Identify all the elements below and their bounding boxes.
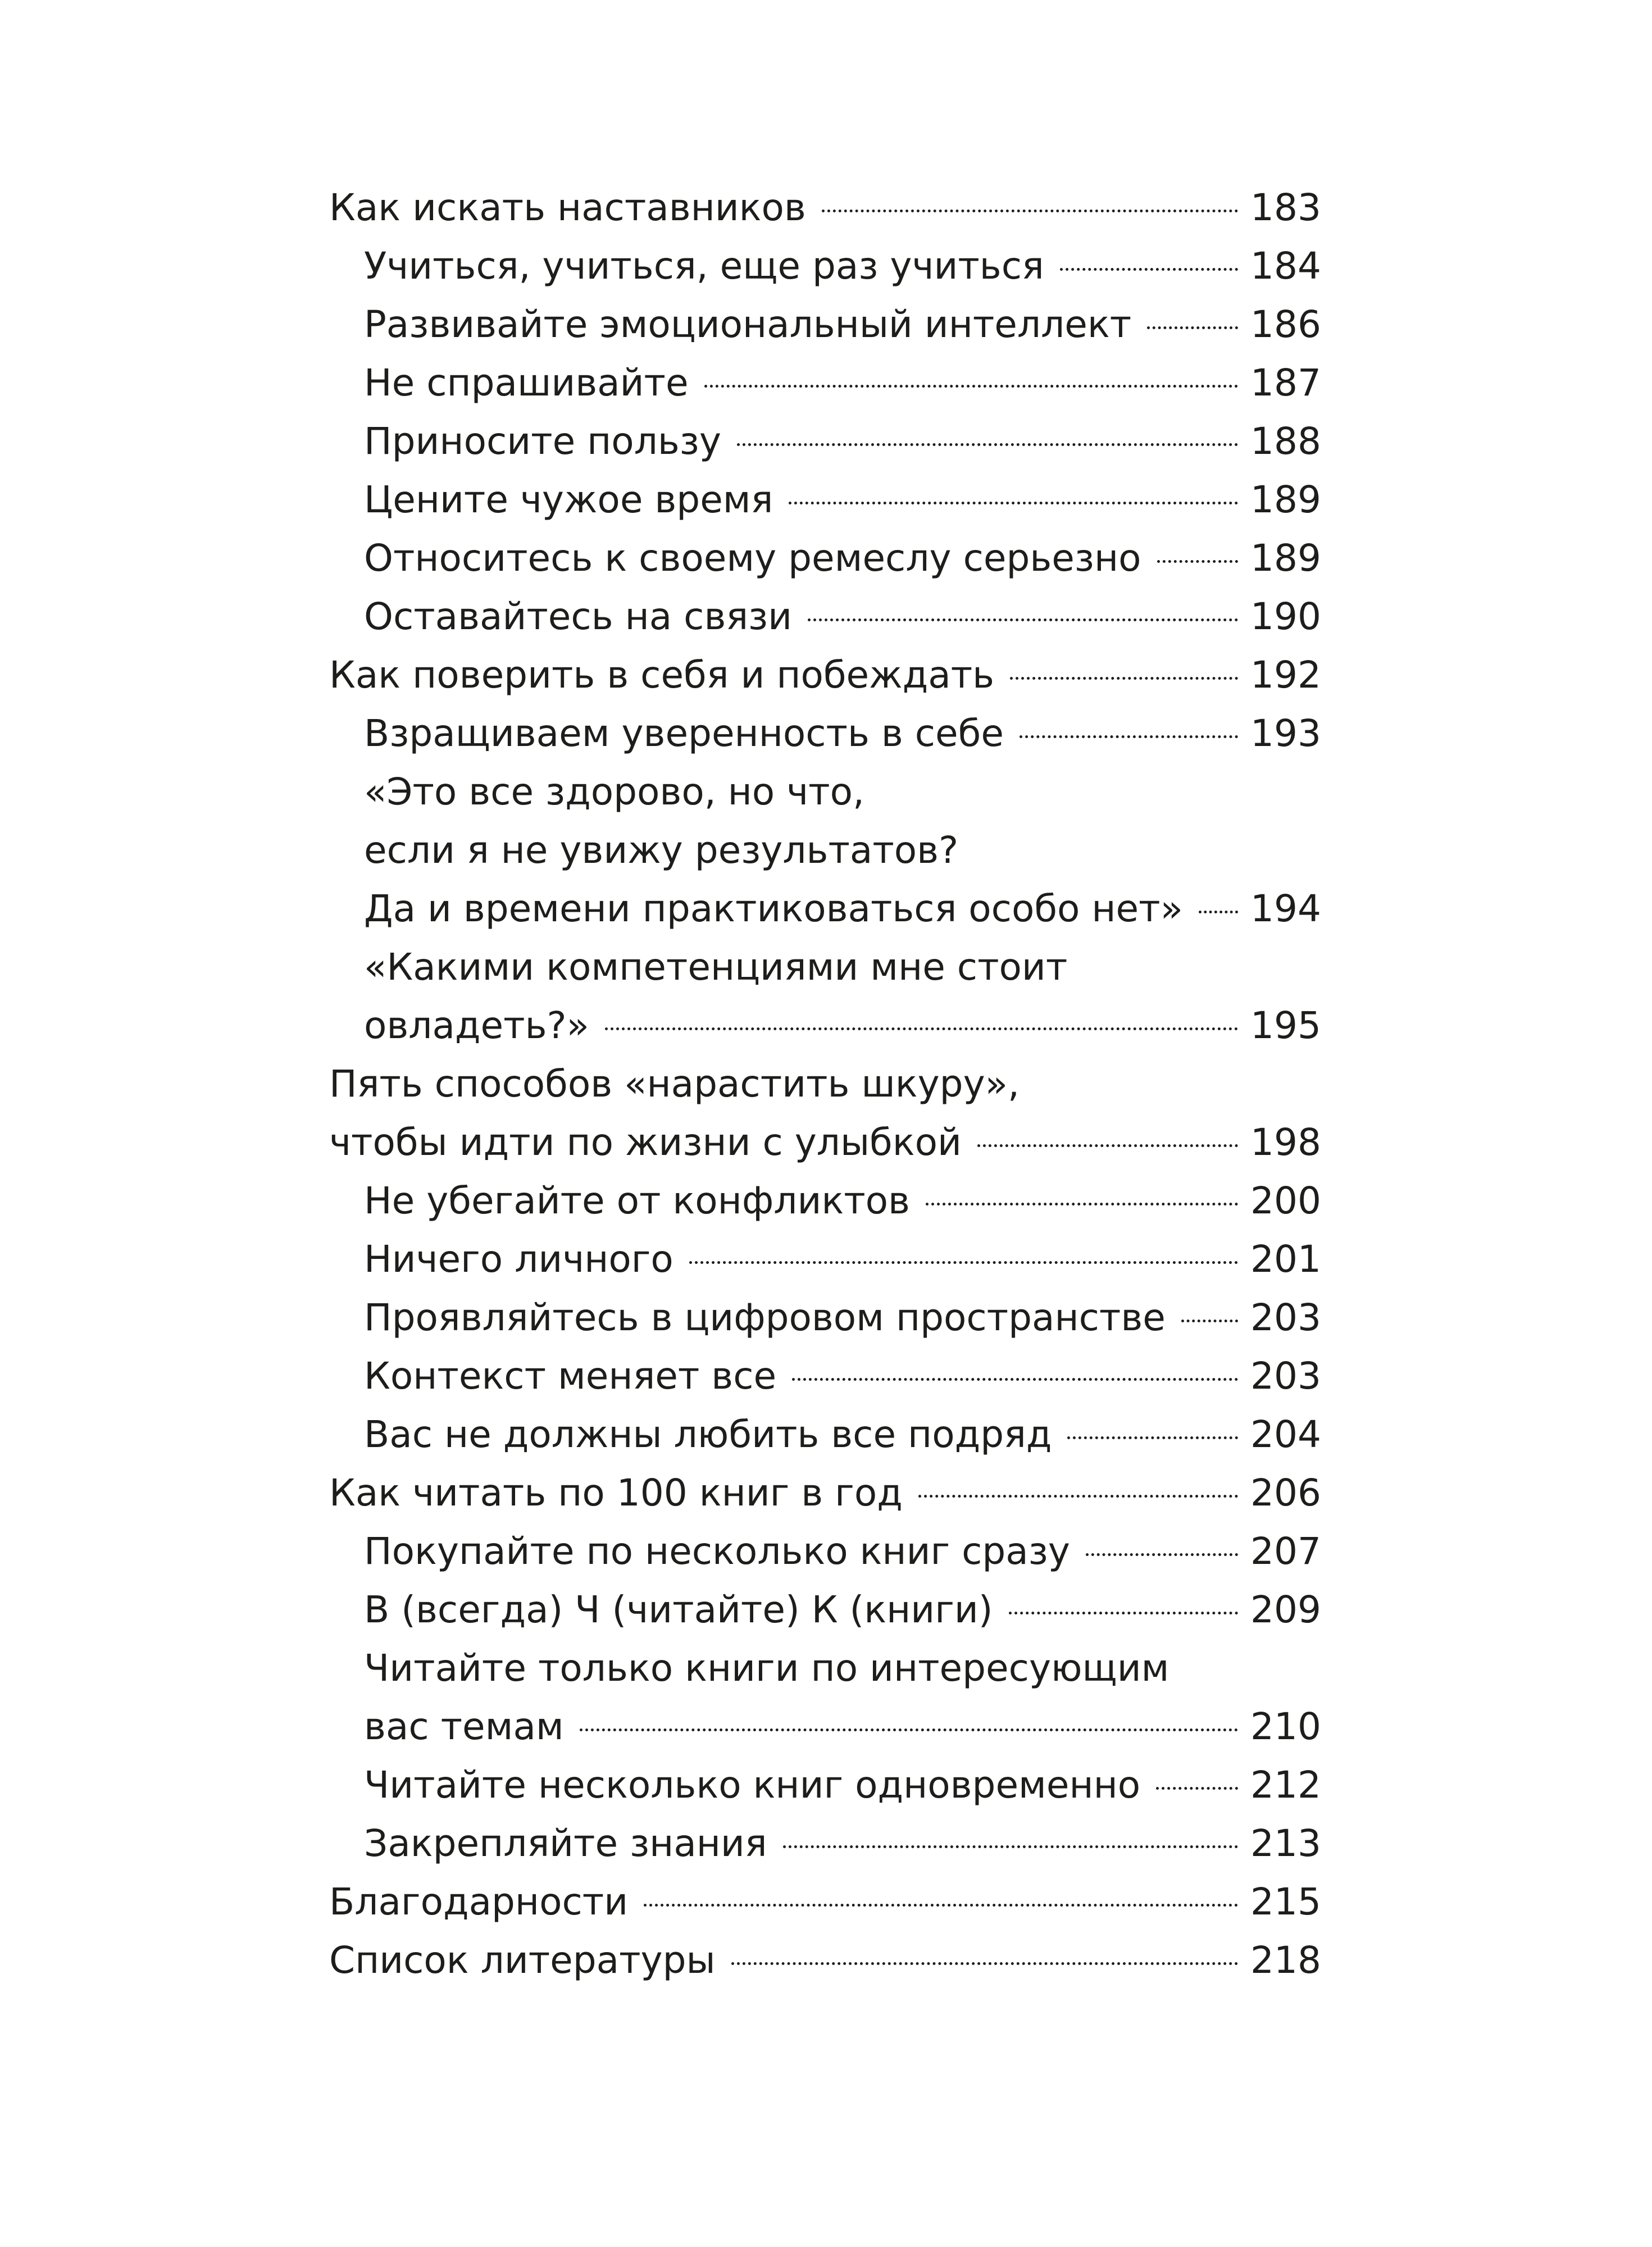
toc-entry-page: 201 [1250,1238,1321,1281]
toc-entry-page: 203 [1250,1354,1321,1398]
toc-entry-page: 190 [1250,595,1321,638]
dot-leader [1067,1436,1238,1439]
toc-entry-continued [329,1055,1321,1113]
toc-entry-page: 215 [1250,1880,1321,1923]
toc-entry-title: «Это все здорово, но что, [364,770,864,813]
toc-entry-title: Не спрашивайте [364,361,689,404]
toc-entry-continued [329,938,1321,997]
toc-entry [329,1698,1321,1756]
toc-entry-title: Читайте несколько книг одновременно [364,1763,1141,1807]
dot-leader [1199,911,1238,913]
toc-entry-page: 187 [1250,361,1321,404]
toc-entry-title: Читайте только книги по интересующим [364,1646,1169,1690]
toc-entry-page: 207 [1250,1530,1321,1573]
toc-entry-title: Относитесь к своему ремеслу серьезно [364,536,1141,580]
toc-entry-page: 210 [1250,1705,1321,1748]
dot-leader [731,1962,1238,1965]
toc-entry-title: В (всегда) Ч (читайте) К (книги) [364,1588,993,1631]
toc-entry [329,1931,1321,1990]
toc-entry-title: «Какими компетенциями мне стоит [364,945,1068,989]
dot-leader [737,443,1238,446]
toc-entry-title: Список литературы [329,1939,716,1982]
toc-entry [329,295,1321,354]
toc-entry-continued [329,1639,1321,1698]
dot-leader [918,1495,1238,1498]
toc-entry-title: Взращиваем уверенность в себе [364,712,1004,755]
toc-entry-page: 184 [1250,244,1321,288]
dot-leader [1086,1553,1238,1556]
dot-leader [1010,677,1238,680]
toc-entry [329,1814,1321,1873]
toc-entry [329,1172,1321,1230]
dot-leader [1156,1787,1238,1790]
dot-leader [789,502,1238,504]
toc-entry-title: Учиться, учиться, еще раз учиться [364,244,1044,288]
toc-entry [329,1464,1321,1522]
dot-leader [808,618,1238,621]
toc-entry-page: 213 [1250,1822,1321,1865]
dot-leader [822,210,1238,212]
toc-entry-title: Благодарности [329,1880,629,1923]
toc-entry [329,704,1321,763]
toc-entry-title: Пять способов «нарастить шкуру», [329,1062,1020,1106]
dot-leader [1009,1612,1238,1614]
toc-entry-title: Ничего личного [364,1238,673,1281]
toc-entry [329,179,1321,237]
toc-entry [329,588,1321,646]
toc-entry [329,997,1321,1055]
toc-entry [329,1873,1321,1931]
toc-entry-title: Закрепляйте знания [364,1822,767,1865]
toc-entry-continued [329,763,1321,821]
toc-entry [329,1230,1321,1289]
toc-entry-page: 186 [1250,303,1321,346]
toc-entry-title: Оставайтесь на связи [364,595,793,638]
toc-entry-title: если я не увижу результатов? [364,829,959,872]
toc-entry-page: 193 [1250,712,1321,755]
dot-leader [926,1203,1238,1206]
toc-entry [329,1289,1321,1347]
dot-leader [1060,268,1238,271]
toc-entry-page: 189 [1250,478,1321,521]
dot-leader [977,1144,1238,1147]
dot-leader [580,1729,1238,1731]
toc-entry [329,1522,1321,1581]
toc-entry [329,1405,1321,1464]
toc-entry [329,529,1321,588]
toc-entry [329,1347,1321,1405]
dot-leader [1147,326,1238,329]
dot-leader [689,1261,1238,1264]
dot-leader [792,1378,1238,1381]
toc-entry [329,880,1321,938]
toc-entry-title: овладеть?» [364,1004,589,1047]
toc-entry-page: 203 [1250,1296,1321,1339]
toc-entry [329,1756,1321,1814]
toc-entry-title: Да и времени практиковаться особо нет» [364,887,1183,930]
toc-entry [329,354,1321,412]
dot-leader [605,1027,1238,1030]
toc-entry-page: 206 [1250,1471,1321,1514]
dot-leader [644,1904,1238,1907]
toc-entry-page: 189 [1250,536,1321,580]
toc-entry [329,1113,1321,1172]
toc-entry-page: 192 [1250,653,1321,697]
toc-entry-title: вас темам [364,1705,564,1748]
toc-entry-page: 194 [1250,887,1321,930]
toc-entry-title: Проявляйтесь в цифровом пространстве [364,1296,1166,1339]
toc-entry-title: Развивайте эмоциональный интеллект [364,303,1132,346]
dot-leader [1020,735,1238,738]
toc-entry-title: Приносите пользу [364,420,721,463]
toc-entry [329,237,1321,295]
toc-entry-title: Вас не должны любить все подряд [364,1413,1052,1456]
dot-leader [783,1845,1238,1848]
toc-entry-page: 195 [1250,1004,1321,1047]
toc-entry [329,1581,1321,1639]
toc-entry [329,471,1321,529]
dot-leader [1181,1320,1238,1322]
toc-entry-continued [329,821,1321,880]
toc-entry-page: 200 [1250,1179,1321,1222]
toc-entry-title: Как искать наставников [329,186,806,229]
toc-entry [329,646,1321,704]
toc-entry-title: Контекст меняет все [364,1354,777,1398]
toc-entry-title: чтобы идти по жизни с улыбкой [329,1121,962,1164]
toc-entry [329,412,1321,471]
toc-entry-page: 209 [1250,1588,1321,1631]
toc-entry-title: Как читать по 100 книг в год [329,1471,903,1514]
toc-entry-page: 198 [1250,1121,1321,1164]
dot-leader [1157,560,1239,563]
toc-entry-page: 204 [1250,1413,1321,1456]
table-of-contents [329,179,1321,1990]
toc-entry-title: Покупайте по несколько книг сразу [364,1530,1070,1573]
toc-entry-title: Цените чужое время [364,478,773,521]
toc-entry-page: 212 [1250,1763,1321,1807]
toc-entry-title: Не убегайте от конфликтов [364,1179,910,1222]
toc-entry-page: 218 [1250,1939,1321,1982]
dot-leader [704,385,1238,388]
toc-entry-page: 183 [1250,186,1321,229]
toc-entry-page: 188 [1250,420,1321,463]
toc-entry-title: Как поверить в себя и побеждать [329,653,995,697]
